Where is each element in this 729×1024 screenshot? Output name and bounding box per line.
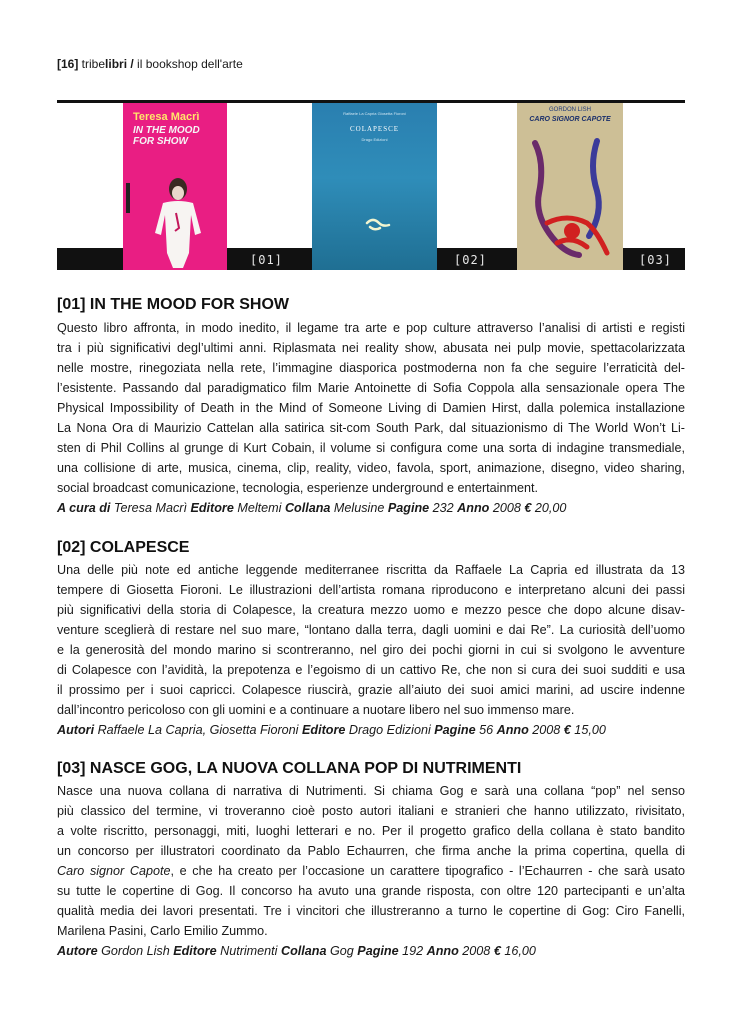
section-title-02: [02] COLAPESCE xyxy=(57,539,190,556)
meta-label: Pagine xyxy=(357,944,399,958)
cover2-authors: Raffaele La Capria Giosetta Fioroni xyxy=(343,111,406,116)
body-line: Marilena Pasini, Carlo Emilio Zummo. xyxy=(57,924,268,938)
header-slash: / xyxy=(127,57,134,71)
body-line: una collisione di arte, musica, cinema, clip, reality, video, favola, sport, animazione, disegno, video sharing, xyxy=(57,461,685,475)
body-line: su tutte le copertine di Gog. Il concorso ha avuto una grande risposta, con oltre 120 partecipanti e un’alta xyxy=(57,884,685,898)
meta-value: Gog xyxy=(326,944,358,958)
body-line: sten di Phil Collins al grunge di Kurt Cobain, il volume si configura come una sorta di indagine transmediale, xyxy=(57,441,685,455)
section-title-03: [03] NASCE GOG, LA NUOVA COLLANA POP DI NUTRIMENTI xyxy=(57,760,522,777)
meta-label: Anno xyxy=(426,944,459,958)
body-line: nelle mostre, rinegoziata nella rete, l’immagine diasporica postmoderna non fa che seguire l’erraticità del- xyxy=(57,361,685,375)
cover-colapesce xyxy=(312,103,437,270)
meta-value: Melusine xyxy=(330,501,388,515)
body-line: Una delle più note ed antiche leggende mediterranee riscritta da Raffaele La Capria ed illustrata da 13 xyxy=(57,563,685,577)
meta-label: € xyxy=(493,944,501,958)
banner-tag-02: [02] xyxy=(454,253,487,267)
meta-value: 232 xyxy=(429,501,458,515)
meta-value: 56 xyxy=(475,723,497,737)
page-header xyxy=(57,57,243,71)
cover-banner xyxy=(57,100,685,270)
cover2-title: COLAPESCE xyxy=(349,125,400,133)
cover-caro-signor-capote xyxy=(517,103,623,270)
cover3-creature-illustration xyxy=(517,103,623,270)
body-line: venture sceglierà di restare nel suo mare, “lontano dalla terra, dagli uomini e dai Re”. La curiosità dell’uomo xyxy=(57,623,685,637)
brand-suffix: libri xyxy=(105,57,128,71)
body-line: Questo libro affronta, in modo inedito, il legame tra arte e pop culture attraverso l’analisi di artisti e registi xyxy=(57,321,685,335)
body-line: tempere di Giosetta Fioroni. Le illustrazioni dell’artista romana riproducono e interpretano alcuni dei passi xyxy=(57,583,685,597)
book-details-01 xyxy=(57,498,685,518)
book-details-02 xyxy=(57,720,685,740)
meta-label: Anno xyxy=(457,501,490,515)
book-details-03 xyxy=(57,941,685,961)
body-line: social broadcast comunicazione, tecnologia, esperienze underground e entertainment. xyxy=(57,481,538,495)
body-line: più classico del termine, vi troveranno cioè posto autori italiani e stranieri che hanno utilizzato, rivisitato, xyxy=(57,804,685,818)
body-line: tra i più significativi degl’ultimi anni. Riplasmata nei reality show, abusata nei pulp movie, spettacolarizzata xyxy=(57,341,685,355)
meta-label: Pagine xyxy=(387,501,430,515)
body-line: La Nona Ora di Maurizio Cattelan alla satirica sit-com South Park, dal situazionismo di The World Won’t Li- xyxy=(57,421,685,435)
meta-label: Editore xyxy=(173,944,217,958)
meta-label: Collana xyxy=(280,944,327,958)
meta-value: Teresa Macrì xyxy=(110,501,191,515)
cover1-title: IN THE MOOD FOR SHOW xyxy=(133,125,200,147)
body-line: un concorso per illustratori coordinato da Pablo Echaurren, che firma anche la prima copertina, quella di xyxy=(57,844,685,858)
page-number: [16] xyxy=(57,57,79,71)
cover2-publisher: Drago Edizioni xyxy=(361,137,388,142)
section-title-01: [01] IN THE MOOD FOR SHOW xyxy=(57,296,289,313)
section-body-03 xyxy=(57,781,685,961)
section-body-01 xyxy=(57,318,685,518)
cover1-author: Teresa Macrì xyxy=(133,111,200,123)
meta-value: 2008 xyxy=(489,501,525,515)
header-subtitle: il bookshop dell'arte xyxy=(133,57,243,71)
meta-label: Editore xyxy=(301,723,346,737)
meta-label: Autore xyxy=(57,944,98,958)
body-line: l’esistente. Passando dal paradigmatico film Marie Antoinette di Sofia Coppola alla sensazionale opera The xyxy=(57,381,685,395)
body-line: Physical Impossibility of Death in the Mind of Someone Living di Damien Hirst, dalla polemica installazione xyxy=(57,401,685,415)
meta-label: Anno xyxy=(496,723,529,737)
meta-value: 15,00 xyxy=(570,723,606,737)
meta-value: 2008 xyxy=(528,723,564,737)
meta-label: Pagine xyxy=(434,723,476,737)
meta-value: Raffaele La Capria, Giosetta Fioroni xyxy=(94,723,302,737)
meta-value: 16,00 xyxy=(500,944,536,958)
body-line-with-italic xyxy=(57,861,685,881)
cover1-figure-illustration xyxy=(123,103,227,270)
body-line: più significativi della storia di Colapesce, la creatura mezzo uomo e mezzo pesce che dopo alcune disav- xyxy=(57,603,685,617)
book-title-italic: Caro signor Capote xyxy=(57,864,171,878)
body-line: e la generosità del mondo marino si scontreranno, nel giro dei pochi giorni in cui si svolgono le avventure xyxy=(57,643,685,657)
meta-value: Gordon Lish xyxy=(97,944,174,958)
meta-value: 192 xyxy=(398,944,427,958)
banner-tag-03: [03] xyxy=(639,253,672,267)
banner-tag-01: [01] xyxy=(250,253,283,267)
meta-value: 2008 xyxy=(458,944,494,958)
meta-label: A cura di xyxy=(57,501,111,515)
meta-label: Collana xyxy=(284,501,331,515)
section-body-02 xyxy=(57,560,685,740)
body-line: qualità media dei lavori presentati. Tre i vincitori che illustreranno a turno le copertine di Gog: Ciro Fanelli, xyxy=(57,904,685,918)
body-line: Nasce una nuova collana di narrativa di Nutrimenti. Si chiama Gog e sarà una collana “pop” nel senso xyxy=(57,784,685,798)
meta-value: Nutrimenti xyxy=(216,944,281,958)
meta-label: € xyxy=(524,501,532,515)
meta-label: Autori xyxy=(57,723,95,737)
body-line: di Colapesce con l’avidità, la prepotenza e l’egoismo di un cattivo Re, che non si cura dei suoi sudditi e usa xyxy=(57,663,685,677)
cover3-author: GORDON LISH xyxy=(548,107,591,113)
meta-value: Meltemi xyxy=(233,501,285,515)
meta-value: Drago Edizioni xyxy=(345,723,435,737)
brand-prefix: tribe xyxy=(78,57,106,71)
cover3-title: CARO SIGNOR CAPOTE xyxy=(529,116,611,123)
body-line: a volte riscritto, personaggi, miti, luoghi letterari e no. Per il progetto grafico della collana è stato bandito xyxy=(57,824,685,838)
body-line-rest: , e che ha creato per l’occasione un carattere tipografico - l’Echaurren - che sarà usato xyxy=(170,864,685,878)
meta-value: 20,00 xyxy=(531,501,567,515)
meta-label: € xyxy=(563,723,571,737)
cover2-swimmer-illustration xyxy=(312,103,437,270)
meta-label: Editore xyxy=(190,501,234,515)
body-line: il prossimo per i suoi capricci. Colapesce riuscirà, grazie all’aiuto dei suoi amici marini, ad uscire indenne xyxy=(57,683,685,697)
body-line: dall’incontro pericoloso con gli uomini e a continuare a nuotare libero nel suo immenso mare. xyxy=(57,703,575,717)
cover-in-the-mood-for-show xyxy=(123,103,227,270)
